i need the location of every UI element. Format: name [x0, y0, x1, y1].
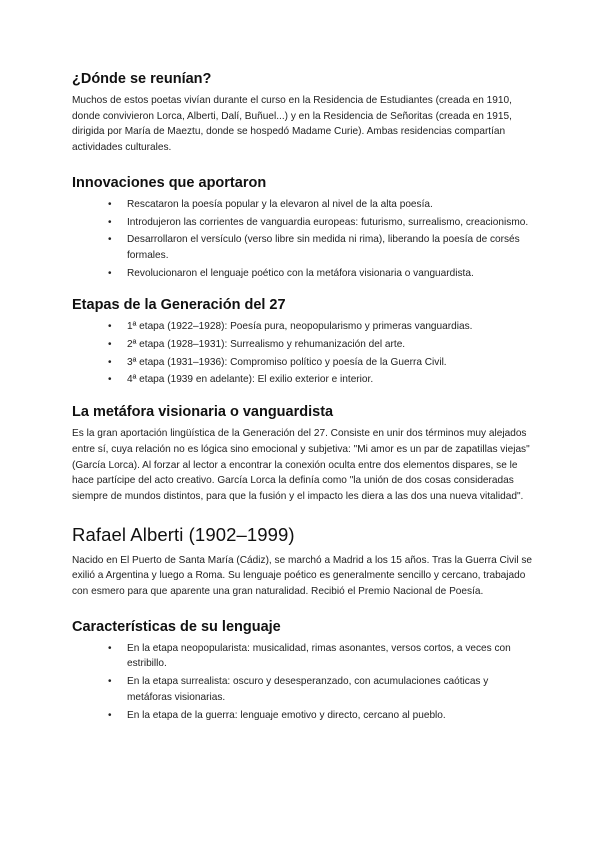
- bullet-icon: •: [108, 234, 112, 246]
- list-item: [72, 337, 534, 353]
- bullet-list: [72, 641, 534, 724]
- section-heading: Características de su lenguaje: [72, 618, 281, 635]
- list-item-text: 4ª etapa (1939 en adelante): El exilio exterior e interior.: [127, 374, 374, 386]
- section-heading: Innovaciones que aportaron: [72, 174, 267, 191]
- bullet-icon: •: [108, 642, 112, 654]
- section-heading: Etapas de la Generación del 27: [72, 297, 286, 314]
- document-page: [72, 70, 534, 725]
- author-heading: Rafael Alberti (1902–1999): [72, 523, 295, 545]
- list-item: [72, 674, 534, 705]
- bullet-icon: •: [108, 374, 112, 386]
- list-item: [72, 355, 534, 371]
- list-item-text: En la etapa de la guerra: lenguaje emotivo y directo, cercano al pueblo.: [127, 709, 446, 721]
- list-item-text: Desarrollaron el versículo (verso libre sin medida ni rima), liberando la poesía de corsés formales.: [127, 234, 520, 261]
- bullet-icon: •: [108, 676, 112, 688]
- list-item-text: En la etapa neopopularista: musicalidad, rimas asonantes, versos cortos, a veces con estribillo.: [127, 642, 511, 670]
- list-item-text: Revolucionaron el lenguaje poético con la metáfora visionaria o vanguardista.: [127, 267, 474, 279]
- list-item-text: 3ª etapa (1931–1936): Compromiso político y poesía de la Guerra Civil.: [127, 356, 447, 368]
- paragraph: Es la gran aportación lingüística de la Generación del 27. Consiste en unir dos términos muy alejados entre sí, cuya relación no es lógica sino emocional y subjetiva: "Mi amor es un par de zapatillas viejas" (García Lorca). Al forzar al lector a encontrar la conexión oculta entre dos elementos dispares, se le hace partícipe del acto creativo. García Lorca la definía como "la unión de dos cosas consideradas siempre de mundos distintos, para que la fusión y el impacto les diera a las dos una nueva vitalidad".: [72, 428, 530, 502]
- bullet-icon: •: [108, 356, 112, 368]
- section-innovaciones: [72, 174, 534, 282]
- list-item: [72, 197, 534, 213]
- bullet-icon: •: [108, 321, 112, 333]
- list-item: [72, 266, 534, 282]
- section-etapas: [72, 296, 534, 388]
- list-item-text: 1ª etapa (1922–1928): Poesía pura, neopopularismo y primeras vanguardias.: [127, 321, 473, 333]
- list-item: [72, 372, 534, 388]
- list-item: [72, 319, 534, 335]
- section-metafora: [72, 403, 534, 505]
- bullet-icon: •: [108, 709, 112, 721]
- bullet-icon: •: [108, 198, 112, 210]
- paragraph: Muchos de estos poetas vivían durante el curso en la Residencia de Estudiantes (creada en 1910, donde convivieron Lorca, Alberti, Dalí, Buñuel...) y en la Residencia de Señoritas (creada en 1915, dirigida por María de Maeztu, donde se hospedó Madame Curie). Ambas residencias compartían actividades culturales.: [72, 95, 512, 154]
- list-item: [72, 232, 534, 263]
- bullet-list: [72, 197, 534, 282]
- list-item: [72, 215, 534, 231]
- section-rafael-alberti: [72, 523, 534, 600]
- section-heading: ¿Dónde se reunían?: [72, 71, 212, 87]
- section-heading: La metáfora visionaria o vanguardista: [72, 404, 334, 421]
- list-item-text: Introdujeron las corrientes de vanguardia europeas: futurismo, surrealismo, creacionismo.: [127, 216, 529, 228]
- bullet-list: [72, 319, 534, 388]
- list-item-text: 2ª etapa (1928–1931): Surrealismo y rehumanización del arte.: [127, 339, 406, 351]
- list-item-text: En la etapa surrealista: oscuro y desesperanzado, con acumulaciones caóticas y metáforas visionarias.: [127, 676, 489, 703]
- bullet-icon: •: [108, 339, 112, 351]
- list-item-text: Rescataron la poesía popular y la elevaron al nivel de la alta poesía.: [127, 198, 433, 210]
- paragraph: Nacido en El Puerto de Santa María (Cádiz), se marchó a Madrid a los 15 años. Tras la Guerra Civil se exilió a Argentina y luego a Roma. Su lenguaje poético es generalmente sencillo y cercano, trabajado con esmero para que aparente una gran naturalidad. Recibió el Premio Nacional de Poesía.: [72, 554, 533, 598]
- section-donde-se-reunian: [72, 70, 534, 156]
- bullet-icon: •: [108, 216, 112, 228]
- list-item: [72, 641, 534, 672]
- section-caracteristicas: [72, 618, 534, 724]
- list-item: [72, 708, 534, 724]
- bullet-icon: •: [108, 267, 112, 279]
